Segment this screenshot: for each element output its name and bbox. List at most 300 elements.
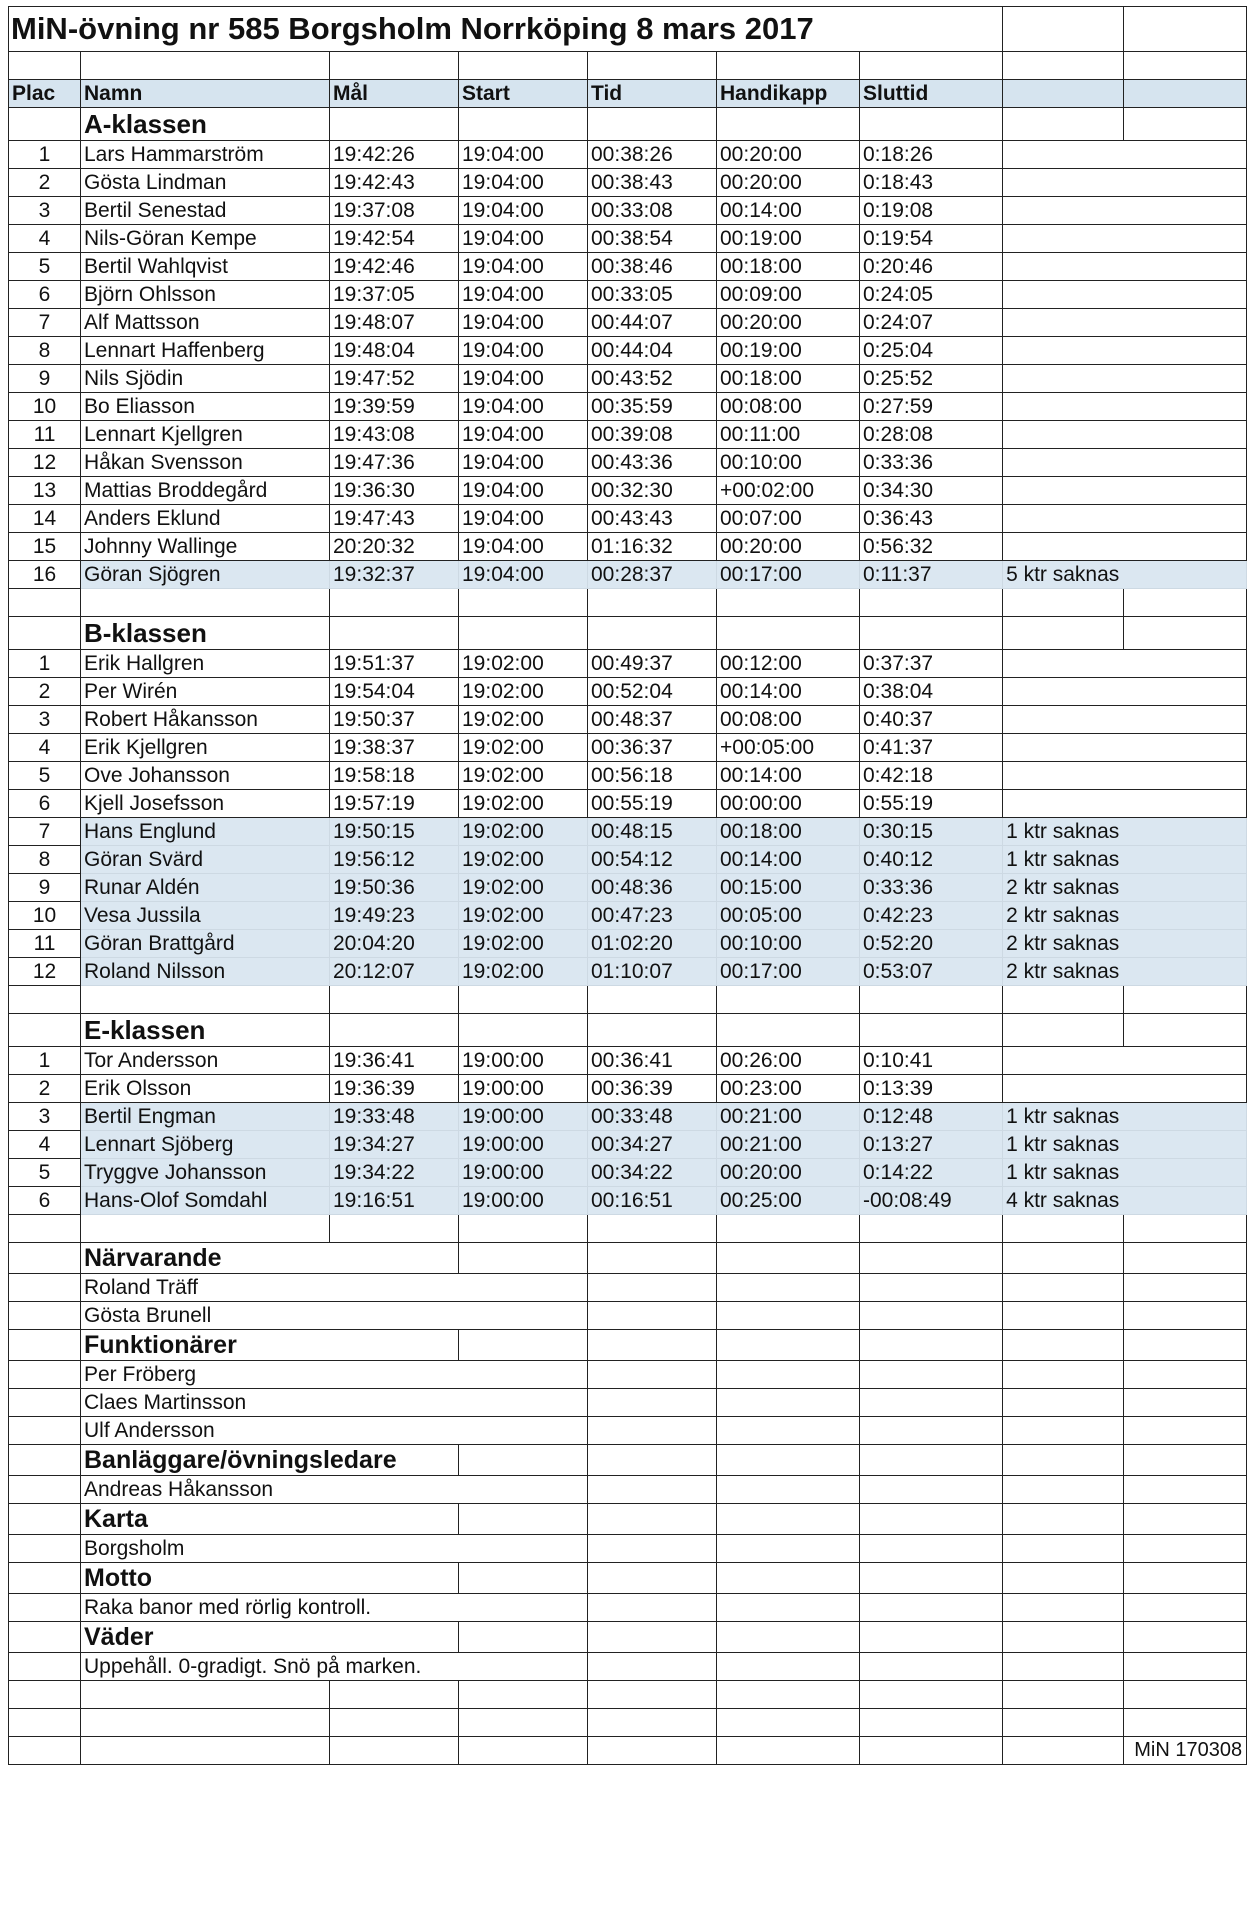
handicap: 00:23:00 — [717, 1075, 860, 1103]
list-item-text: Gösta Brunell — [81, 1302, 588, 1330]
note: 2 ktr saknas — [1003, 874, 1247, 902]
final-time: 0:34:30 — [860, 477, 1003, 505]
empty-cell — [860, 1389, 1003, 1417]
final-time: 0:14:22 — [860, 1159, 1003, 1187]
empty-cell — [860, 1653, 1003, 1681]
elapsed-time: 00:56:18 — [588, 762, 717, 790]
start-time: 19:02:00 — [459, 874, 588, 902]
empty-cell — [588, 1563, 717, 1594]
elapsed-time: 00:49:37 — [588, 650, 717, 678]
empty-cell — [588, 1504, 717, 1535]
header-row — [9, 80, 1247, 108]
empty-cell — [860, 1709, 1003, 1737]
final-time: 0:56:32 — [860, 533, 1003, 561]
empty-cell — [330, 589, 459, 617]
note — [1003, 253, 1247, 281]
runner-name: Erik Kjellgren — [81, 734, 330, 762]
start-time: 19:04:00 — [459, 449, 588, 477]
note — [1003, 449, 1247, 477]
finish-time: 20:12:07 — [330, 958, 459, 986]
empty-cell — [459, 617, 588, 650]
note — [1003, 281, 1247, 309]
empty-cell — [860, 1243, 1003, 1274]
spacer-row — [9, 1709, 1247, 1737]
finish-time: 19:47:43 — [330, 505, 459, 533]
empty-cell — [459, 1681, 588, 1709]
empty-cell — [717, 1594, 860, 1622]
empty-cell — [860, 986, 1003, 1014]
final-time: 0:10:41 — [860, 1047, 1003, 1075]
list-item-text: Borgsholm — [81, 1535, 588, 1563]
result-row — [9, 253, 1247, 281]
column-header-mal: Mål — [330, 80, 459, 108]
list-item — [9, 1535, 1247, 1563]
empty-cell — [459, 1243, 588, 1274]
start-time: 19:02:00 — [459, 958, 588, 986]
note — [1003, 762, 1247, 790]
finish-time: 19:54:04 — [330, 678, 459, 706]
empty-cell — [717, 1014, 860, 1047]
empty-cell — [1003, 1302, 1124, 1330]
result-row — [9, 958, 1247, 986]
final-time: 0:18:43 — [860, 169, 1003, 197]
placement: 11 — [9, 930, 81, 958]
runner-name: Bo Eliasson — [81, 393, 330, 421]
runner-name: Bertil Senestad — [81, 197, 330, 225]
start-time: 19:02:00 — [459, 818, 588, 846]
runner-name: Gösta Lindman — [81, 169, 330, 197]
placement: 7 — [9, 818, 81, 846]
note — [1003, 169, 1247, 197]
elapsed-time: 00:43:52 — [588, 365, 717, 393]
start-time: 19:04:00 — [459, 533, 588, 561]
runner-name: Nils Sjödin — [81, 365, 330, 393]
empty-cell — [330, 617, 459, 650]
finish-time: 19:48:07 — [330, 309, 459, 337]
list-item — [9, 1361, 1247, 1389]
result-row — [9, 393, 1247, 421]
empty-cell — [9, 1563, 81, 1594]
empty-cell — [717, 617, 860, 650]
empty-cell — [9, 589, 81, 617]
list-item — [9, 1476, 1247, 1504]
empty-cell — [9, 1709, 81, 1737]
note: 1 ktr saknas — [1003, 818, 1247, 846]
empty-cell — [717, 52, 860, 80]
start-time: 19:02:00 — [459, 790, 588, 818]
elapsed-time: 00:47:23 — [588, 902, 717, 930]
list-item — [9, 1417, 1247, 1445]
empty-cell — [1003, 1215, 1124, 1243]
handicap: 00:26:00 — [717, 1047, 860, 1075]
empty-cell — [860, 1445, 1003, 1476]
handicap: 00:05:00 — [717, 902, 860, 930]
placement: 16 — [9, 561, 81, 589]
result-row — [9, 874, 1247, 902]
empty-cell — [9, 1737, 81, 1765]
empty-cell — [1124, 1622, 1247, 1653]
start-time: 19:04:00 — [459, 365, 588, 393]
empty-cell — [1124, 1014, 1247, 1047]
empty-cell — [459, 986, 588, 1014]
empty-cell — [1124, 617, 1247, 650]
empty-cell — [459, 1622, 588, 1653]
handicap: 00:10:00 — [717, 930, 860, 958]
result-row — [9, 449, 1247, 477]
empty-cell — [9, 52, 81, 80]
handicap: 00:09:00 — [717, 281, 860, 309]
runner-name: Anders Eklund — [81, 505, 330, 533]
note — [1003, 650, 1247, 678]
empty-cell — [1003, 1563, 1124, 1594]
empty-cell — [588, 1535, 717, 1563]
class-heading-row — [9, 1014, 1247, 1047]
empty-cell — [9, 1243, 81, 1274]
runner-name: Lars Hammarström — [81, 141, 330, 169]
finish-time: 19:16:51 — [330, 1187, 459, 1215]
empty-cell — [1003, 1243, 1124, 1274]
result-row — [9, 505, 1247, 533]
start-time: 19:04:00 — [459, 141, 588, 169]
list-item-text: Raka banor med rörlig kontroll. — [81, 1594, 588, 1622]
final-time: 0:13:27 — [860, 1131, 1003, 1159]
finish-time: 19:34:27 — [330, 1131, 459, 1159]
handicap: 00:20:00 — [717, 1159, 860, 1187]
empty-cell — [860, 1681, 1003, 1709]
placement: 8 — [9, 337, 81, 365]
runner-name: Per Wirén — [81, 678, 330, 706]
empty-cell — [1124, 1709, 1247, 1737]
empty-cell — [717, 1653, 860, 1681]
list-heading-row — [9, 1622, 1247, 1653]
start-time: 19:02:00 — [459, 706, 588, 734]
empty-cell — [1003, 1330, 1124, 1361]
handicap: 00:21:00 — [717, 1131, 860, 1159]
placement: 6 — [9, 1187, 81, 1215]
runner-name: Vesa Jussila — [81, 902, 330, 930]
empty-cell — [860, 1622, 1003, 1653]
result-row — [9, 930, 1247, 958]
runner-name: Hans-Olof Somdahl — [81, 1187, 330, 1215]
empty-cell — [860, 108, 1003, 141]
empty-cell — [860, 1014, 1003, 1047]
class-heading-row — [9, 617, 1247, 650]
final-time: 0:20:46 — [860, 253, 1003, 281]
empty-cell — [81, 1681, 330, 1709]
runner-name: Mattias Broddegård — [81, 477, 330, 505]
list-heading-row — [9, 1563, 1247, 1594]
final-time: 0:38:04 — [860, 678, 1003, 706]
placement: 13 — [9, 477, 81, 505]
placement: 5 — [9, 762, 81, 790]
handicap: 00:00:00 — [717, 790, 860, 818]
empty-cell — [1003, 80, 1124, 108]
empty-cell — [459, 1504, 588, 1535]
results-table — [8, 6, 1247, 1765]
start-time: 19:04:00 — [459, 393, 588, 421]
elapsed-time: 00:48:15 — [588, 818, 717, 846]
empty-cell — [588, 1361, 717, 1389]
finish-time: 19:43:08 — [330, 421, 459, 449]
empty-cell — [860, 1737, 1003, 1765]
note: 1 ktr saknas — [1003, 1131, 1247, 1159]
empty-cell — [1003, 1389, 1124, 1417]
runner-name: Kjell Josefsson — [81, 790, 330, 818]
final-time: 0:33:36 — [860, 449, 1003, 477]
result-row — [9, 1047, 1247, 1075]
class-heading: B-klassen — [81, 617, 330, 650]
empty-cell — [860, 1504, 1003, 1535]
runner-name: Runar Aldén — [81, 874, 330, 902]
handicap: 00:14:00 — [717, 678, 860, 706]
runner-name: Björn Ohlsson — [81, 281, 330, 309]
handicap: 00:08:00 — [717, 706, 860, 734]
start-time: 19:04:00 — [459, 477, 588, 505]
list-item-text: Ulf Andersson — [81, 1417, 588, 1445]
start-time: 19:04:00 — [459, 561, 588, 589]
empty-cell — [860, 1535, 1003, 1563]
runner-name: Ove Johansson — [81, 762, 330, 790]
empty-cell — [9, 986, 81, 1014]
empty-cell — [860, 1215, 1003, 1243]
handicap: 00:19:00 — [717, 225, 860, 253]
list-heading-row — [9, 1330, 1247, 1361]
elapsed-time: 01:02:20 — [588, 930, 717, 958]
empty-cell — [330, 1681, 459, 1709]
empty-cell — [1003, 1417, 1124, 1445]
empty-cell — [81, 986, 330, 1014]
empty-cell — [860, 1302, 1003, 1330]
empty-cell — [588, 1622, 717, 1653]
placement: 9 — [9, 365, 81, 393]
list-item — [9, 1274, 1247, 1302]
runner-name: Nils-Göran Kempe — [81, 225, 330, 253]
empty-cell — [588, 1389, 717, 1417]
empty-cell — [588, 1737, 717, 1765]
empty-cell — [1124, 80, 1247, 108]
handicap: 00:14:00 — [717, 762, 860, 790]
column-header-plac: Plac — [9, 80, 81, 108]
empty-cell — [1124, 1681, 1247, 1709]
spacer-row — [9, 1681, 1247, 1709]
empty-cell — [1124, 1445, 1247, 1476]
finish-time: 19:36:39 — [330, 1075, 459, 1103]
spacer-row — [9, 589, 1247, 617]
note: 2 ktr saknas — [1003, 958, 1247, 986]
handicap: 00:11:00 — [717, 421, 860, 449]
final-time: 0:37:37 — [860, 650, 1003, 678]
finish-time: 19:42:46 — [330, 253, 459, 281]
runner-name: Robert Håkansson — [81, 706, 330, 734]
empty-cell — [717, 1302, 860, 1330]
handicap: 00:19:00 — [717, 337, 860, 365]
empty-cell — [1003, 1653, 1124, 1681]
placement: 2 — [9, 678, 81, 706]
list-heading-row — [9, 1243, 1247, 1274]
empty-cell — [860, 1274, 1003, 1302]
empty-cell — [588, 986, 717, 1014]
elapsed-time: 00:44:07 — [588, 309, 717, 337]
elapsed-time: 00:33:05 — [588, 281, 717, 309]
empty-cell — [9, 1594, 81, 1622]
empty-cell — [1124, 7, 1247, 52]
runner-name: Erik Hallgren — [81, 650, 330, 678]
elapsed-time: 00:55:19 — [588, 790, 717, 818]
note — [1003, 309, 1247, 337]
empty-cell — [9, 1215, 81, 1243]
empty-cell — [1003, 1737, 1124, 1765]
empty-cell — [1003, 1274, 1124, 1302]
note — [1003, 477, 1247, 505]
elapsed-time: 00:34:27 — [588, 1131, 717, 1159]
runner-name: Lennart Kjellgren — [81, 421, 330, 449]
start-time: 19:02:00 — [459, 734, 588, 762]
note — [1003, 505, 1247, 533]
final-time: 0:11:37 — [860, 561, 1003, 589]
handicap: 00:20:00 — [717, 533, 860, 561]
empty-cell — [330, 108, 459, 141]
finish-time: 19:38:37 — [330, 734, 459, 762]
empty-cell — [81, 1737, 330, 1765]
handicap: 00:10:00 — [717, 449, 860, 477]
empty-cell — [1124, 1274, 1247, 1302]
finish-time: 19:48:04 — [330, 337, 459, 365]
result-row — [9, 790, 1247, 818]
start-time: 19:04:00 — [459, 421, 588, 449]
elapsed-time: 00:43:36 — [588, 449, 717, 477]
note — [1003, 678, 1247, 706]
empty-cell — [9, 1417, 81, 1445]
note: 1 ktr saknas — [1003, 1103, 1247, 1131]
empty-cell — [717, 1417, 860, 1445]
class-heading: E-klassen — [81, 1014, 330, 1047]
empty-cell — [459, 1215, 588, 1243]
empty-cell — [1003, 108, 1124, 141]
list-heading: Banläggare/övningsledare — [81, 1445, 459, 1476]
runner-name: Håkan Svensson — [81, 449, 330, 477]
start-time: 19:02:00 — [459, 678, 588, 706]
elapsed-time: 00:48:37 — [588, 706, 717, 734]
elapsed-time: 01:16:32 — [588, 533, 717, 561]
empty-cell — [330, 986, 459, 1014]
empty-cell — [1124, 1215, 1247, 1243]
note — [1003, 533, 1247, 561]
empty-cell — [330, 1014, 459, 1047]
empty-cell — [330, 1215, 459, 1243]
finish-time: 19:37:08 — [330, 197, 459, 225]
finish-time: 19:51:37 — [330, 650, 459, 678]
elapsed-time: 00:44:04 — [588, 337, 717, 365]
elapsed-time: 00:38:26 — [588, 141, 717, 169]
note: 4 ktr saknas — [1003, 1187, 1247, 1215]
empty-cell — [717, 986, 860, 1014]
result-row — [9, 309, 1247, 337]
note — [1003, 141, 1247, 169]
empty-cell — [860, 1476, 1003, 1504]
empty-cell — [81, 589, 330, 617]
empty-cell — [1124, 108, 1247, 141]
placement: 3 — [9, 706, 81, 734]
finish-time: 19:56:12 — [330, 846, 459, 874]
final-time: 0:52:20 — [860, 930, 1003, 958]
placement: 1 — [9, 1047, 81, 1075]
empty-cell — [1124, 1417, 1247, 1445]
spacer-row — [9, 1215, 1247, 1243]
handicap: 00:20:00 — [717, 309, 860, 337]
note — [1003, 197, 1247, 225]
placement: 15 — [9, 533, 81, 561]
column-header-start: Start — [459, 80, 588, 108]
placement: 4 — [9, 1131, 81, 1159]
empty-cell — [1003, 1622, 1124, 1653]
handicap: 00:25:00 — [717, 1187, 860, 1215]
start-time: 19:02:00 — [459, 930, 588, 958]
handicap: 00:18:00 — [717, 818, 860, 846]
result-row — [9, 1103, 1247, 1131]
result-row — [9, 706, 1247, 734]
result-row — [9, 1159, 1247, 1187]
footer-row — [9, 1737, 1247, 1765]
result-row — [9, 141, 1247, 169]
empty-cell — [717, 1330, 860, 1361]
elapsed-time: 00:36:37 — [588, 734, 717, 762]
empty-cell — [588, 1417, 717, 1445]
handicap: 00:21:00 — [717, 1103, 860, 1131]
final-time: 0:42:23 — [860, 902, 1003, 930]
empty-cell — [9, 617, 81, 650]
note — [1003, 706, 1247, 734]
finish-time: 19:42:54 — [330, 225, 459, 253]
elapsed-time: 00:38:43 — [588, 169, 717, 197]
empty-cell — [1003, 1361, 1124, 1389]
handicap: 00:18:00 — [717, 365, 860, 393]
finish-time: 19:36:41 — [330, 1047, 459, 1075]
note — [1003, 421, 1247, 449]
elapsed-time: 00:35:59 — [588, 393, 717, 421]
placement: 1 — [9, 141, 81, 169]
start-time: 19:02:00 — [459, 902, 588, 930]
title-row — [9, 7, 1247, 52]
empty-cell — [717, 1274, 860, 1302]
runner-name: Göran Sjögren — [81, 561, 330, 589]
empty-cell — [717, 1476, 860, 1504]
runner-name: Roland Nilsson — [81, 958, 330, 986]
empty-cell — [9, 1302, 81, 1330]
finish-time: 19:33:48 — [330, 1103, 459, 1131]
result-row — [9, 281, 1247, 309]
empty-cell — [330, 1709, 459, 1737]
empty-cell — [1003, 1535, 1124, 1563]
empty-cell — [81, 52, 330, 80]
elapsed-time: 00:38:54 — [588, 225, 717, 253]
note — [1003, 337, 1247, 365]
runner-name: Lennart Haffenberg — [81, 337, 330, 365]
note — [1003, 365, 1247, 393]
result-row — [9, 225, 1247, 253]
list-heading-row — [9, 1445, 1247, 1476]
column-header-namn: Namn — [81, 80, 330, 108]
result-row — [9, 846, 1247, 874]
empty-cell — [9, 1330, 81, 1361]
empty-cell — [459, 52, 588, 80]
empty-cell — [588, 1445, 717, 1476]
class-heading: A-klassen — [81, 108, 330, 141]
result-row — [9, 678, 1247, 706]
elapsed-time: 00:34:22 — [588, 1159, 717, 1187]
empty-cell — [1124, 1476, 1247, 1504]
handicap: +00:02:00 — [717, 477, 860, 505]
placement: 7 — [9, 309, 81, 337]
